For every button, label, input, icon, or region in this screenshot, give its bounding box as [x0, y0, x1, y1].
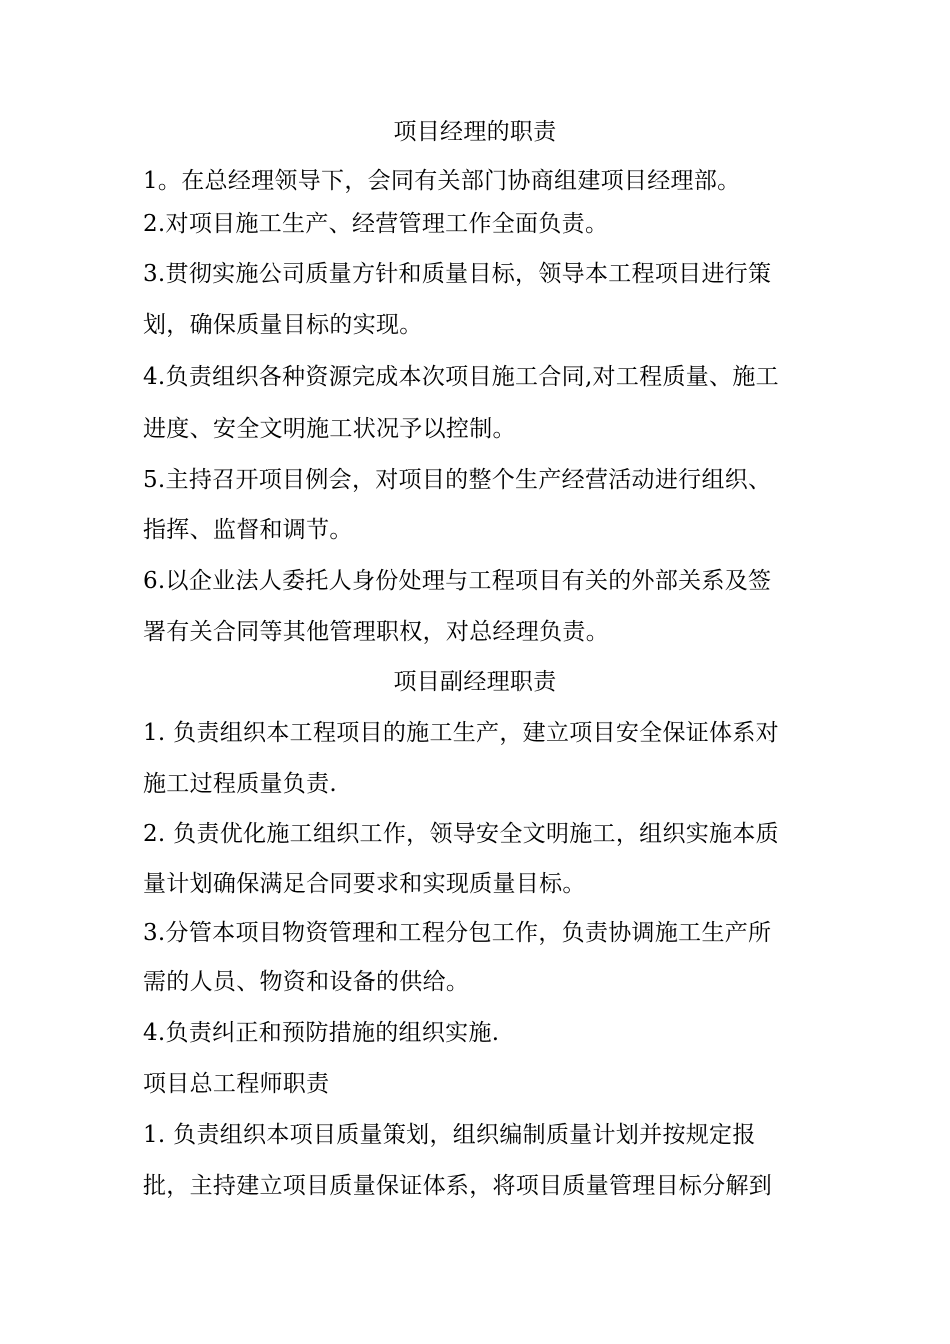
paragraph-line: 1。在总经理领导下，会同有关部门协商组建项目经理部。 [143, 168, 741, 194]
paragraph-line: 进度、安全文明施工状况予以控制。 [143, 416, 516, 442]
paragraph-line: 2. 负责优化施工组织工作，领导安全文明施工，组织实施本质 [143, 821, 779, 847]
paragraph-line: 划，确保质量目标的实现。 [143, 312, 423, 338]
paragraph-line: 批，主持建立项目质量保证体系，将项目质量管理目标分解到 [143, 1173, 773, 1199]
paragraph-line: 2.对项目施工生产、经营管理工作全面负责。 [143, 211, 609, 237]
paragraph-line: 3.分管本项目物资管理和工程分包工作，负责协调施工生产所 [143, 920, 772, 946]
paragraph-line: 6.以企业法人委托人身份处理与工程项目有关的外部关系及签 [143, 568, 772, 594]
paragraph-line: 1. 负责组织本项目质量策划，组织编制质量计划并按规定报 [143, 1122, 756, 1148]
paragraph-line: 1. 负责组织本工程项目的施工生产，建立项目安全保证体系对 [143, 720, 779, 746]
paragraph-line: 3.贯彻实施公司质量方针和质量目标，领导本工程项目进行策 [143, 261, 772, 287]
section-title-project-manager: 项目经理的职责 [393, 119, 557, 145]
paragraph-line: 施工过程质量负责. [143, 771, 338, 797]
paragraph-line: 指挥、监督和调节。 [143, 517, 353, 543]
section-title-chief-engineer: 项目总工程师职责 [143, 1071, 330, 1097]
paragraph-line: 署有关合同等其他管理职权，对总经理负责。 [143, 619, 609, 645]
section-title-deputy-manager: 项目副经理职责 [393, 669, 557, 695]
paragraph-line: 4.负责纠正和预防措施的组织实施. [143, 1020, 500, 1046]
paragraph-line: 需的人员、物资和设备的供给。 [143, 969, 470, 995]
paragraph-line: 4.负责组织各种资源完成本次项目施工合同,对工程质量、施工 [143, 364, 779, 390]
paragraph-line: 量计划确保满足合同要求和实现质量目标。 [143, 871, 586, 897]
paragraph-line: 5.主持召开项目例会，对项目的整个生产经营活动进行组织、 [143, 467, 772, 493]
